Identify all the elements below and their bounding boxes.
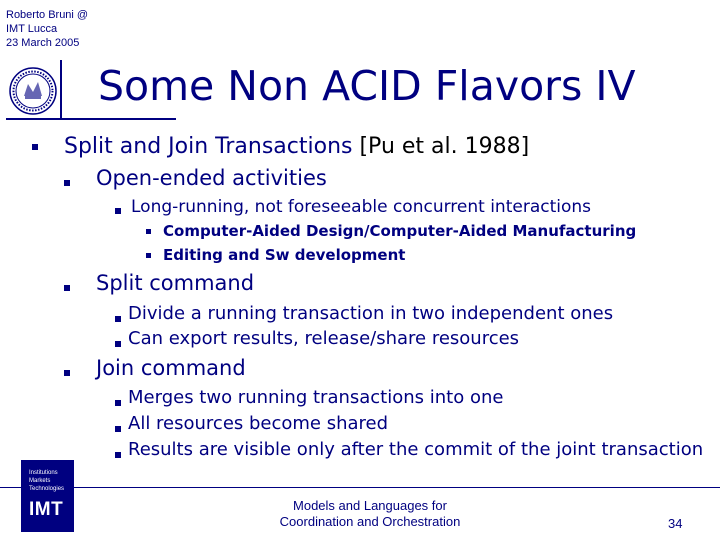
- split-point: Divide a running transaction in two independent ones: [128, 303, 614, 324]
- title-divider-horizontal: [6, 118, 176, 120]
- join-point: All resources become shared: [128, 413, 389, 434]
- bullet-icon: [115, 400, 121, 406]
- bullet-icon: [146, 253, 151, 258]
- bullet-icon: [115, 341, 121, 347]
- footer-course-title: [250, 498, 490, 530]
- footer-divider: [0, 487, 720, 488]
- bullet-icon: [115, 452, 121, 458]
- logo-line: Markets: [29, 478, 51, 484]
- example-item: Computer-Aided Design/Computer-Aided Manufacturing: [163, 222, 637, 240]
- open-ended-sub: Long-running, not foreseeable concurrent interactions: [131, 197, 592, 217]
- university-seal-icon: [8, 66, 58, 116]
- topic-main: Split and Join Transactions: [64, 134, 353, 159]
- example-item: Editing and Sw development: [163, 246, 406, 264]
- slide-title: Some Non ACID Flavors IV: [98, 62, 636, 110]
- logo-name: IMT: [29, 499, 64, 520]
- header-info: [6, 8, 88, 50]
- topic-heading: [64, 134, 529, 159]
- bullet-icon: [64, 285, 70, 291]
- bullet-icon: [115, 316, 121, 322]
- imt-logo: [21, 460, 74, 532]
- bullet-icon: [32, 144, 38, 150]
- join-label: Join command: [96, 356, 246, 380]
- bullet-icon: [146, 229, 151, 234]
- open-ended-label: Open-ended activities: [96, 166, 327, 190]
- date: 23 March 2005: [6, 37, 80, 49]
- topic-reference: [Pu et al. 1988]: [352, 134, 530, 159]
- author: Roberto Bruni @: [6, 9, 89, 21]
- logo-line: Institutions: [29, 470, 58, 476]
- bullet-icon: [64, 370, 70, 376]
- join-point: Merges two running transactions into one: [128, 387, 504, 408]
- logo-line: Technologies: [29, 486, 65, 492]
- footer-line-1: Models and Languages for: [293, 498, 447, 513]
- bullet-icon: [64, 180, 70, 186]
- bullet-icon: [115, 208, 121, 214]
- split-label: Split command: [96, 271, 255, 295]
- title-divider-vertical: [60, 60, 62, 120]
- join-point: Results are visible only after the commit of the joint transaction: [128, 439, 704, 460]
- affiliation: IMT Lucca: [6, 23, 58, 35]
- footer-line-2: Coordination and Orchestration: [279, 514, 461, 529]
- bullet-icon: [115, 426, 121, 432]
- split-point: Can export results, release/share resources: [128, 328, 520, 349]
- page-number: 34: [668, 516, 683, 531]
